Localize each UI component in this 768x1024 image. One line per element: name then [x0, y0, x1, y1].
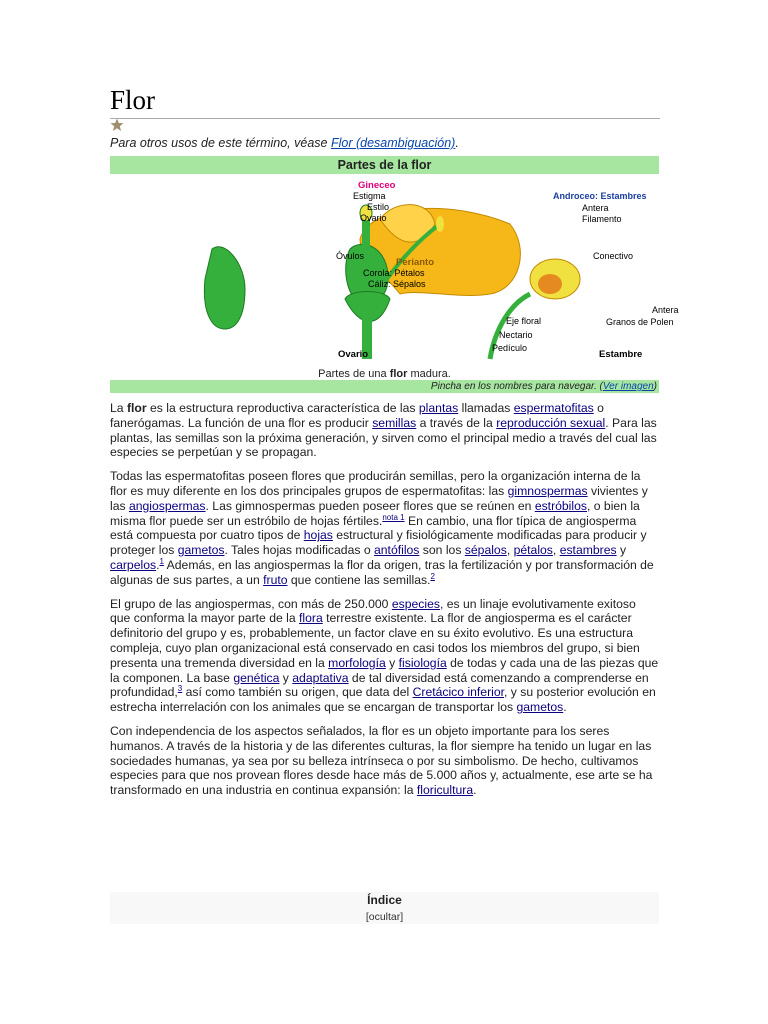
text: En cambio, una flor típica de angiosperma está compuesta por cuatro tipos de	[110, 513, 637, 543]
label-estilo[interactable]: Estilo	[367, 202, 390, 212]
text: La	[110, 401, 127, 415]
text: . Tales hojas modificadas o	[224, 543, 374, 558]
featured-star-icon	[110, 118, 124, 132]
reference-note-1[interactable]: nota 1	[382, 512, 405, 522]
text: , o bien la misma flor puede ser un estróbilo de hojas fértiles.	[110, 498, 640, 528]
paragraph-1	[110, 401, 659, 460]
label-estigma[interactable]: Estigma	[353, 191, 386, 201]
link-estrobilos[interactable]: estróbilos	[534, 498, 587, 513]
link-reproduccion-sexual[interactable]: reproducción sexual	[496, 415, 606, 430]
label-ovario[interactable]: Ovario	[360, 213, 387, 223]
text: . Para las plantas, las semillas son la próxima generación, y sirven como el principal medio a través del cual las especies se perpetúan y se propagan.	[110, 415, 657, 460]
text: ,	[552, 543, 560, 558]
text: vivientes y las	[110, 483, 648, 513]
text: ,	[506, 543, 514, 558]
link-cretacico-inferior[interactable]: Cretácico inferior	[412, 685, 505, 700]
text: a través de la	[416, 415, 497, 430]
text: estructural y fisiológicamente modificadas para producir y proteger los	[110, 528, 647, 558]
link-especies[interactable]: especies	[391, 596, 440, 611]
text: y	[279, 670, 293, 685]
hatnote-text: Para otros usos de este término, véase	[110, 136, 331, 150]
label-corola[interactable]: Corola: Pétalos	[363, 268, 425, 278]
link-gimnospermas[interactable]: gimnospermas	[507, 483, 588, 498]
label-filamento[interactable]: Filamento	[582, 214, 622, 224]
text: El grupo de las angiospermas, con más de 250.000	[110, 596, 392, 611]
label-caliz[interactable]: Cáliz: Sépalos	[368, 279, 426, 289]
ovario-detail-shape	[204, 247, 245, 329]
link-antofilos[interactable]: antófilos	[374, 543, 420, 558]
reference-2[interactable]: 2	[430, 571, 435, 581]
hatnote	[110, 136, 459, 150]
paragraph-2	[110, 469, 659, 587]
link-petalos[interactable]: pétalos	[513, 543, 553, 558]
label-granos[interactable]: Granos de Polen	[606, 317, 674, 327]
link-angiospermas[interactable]: angiospermas	[128, 498, 206, 513]
table-of-contents	[110, 892, 659, 924]
link-sepalos[interactable]: sépalos	[464, 543, 507, 558]
text: Todas las espermatofitas poseen flores que producirán semillas, pero la organización interna de la flor es muy diferente en los dos principales grupos de espermatofitas: las	[110, 469, 641, 498]
infobox-nav	[110, 380, 659, 393]
reference-3[interactable]: 3	[177, 684, 183, 694]
article	[110, 84, 679, 923]
nav-text: Pincha en los nombres para navegar. (	[430, 381, 603, 392]
label-estambre-title[interactable]: Estambre	[599, 349, 643, 360]
text: .	[473, 783, 477, 798]
link-estambres[interactable]: estambres	[559, 543, 617, 558]
toc-title: Índice	[367, 893, 402, 907]
label-androceo[interactable]: Androceo: Estambres	[553, 191, 647, 201]
label-antera[interactable]: Antera	[582, 203, 609, 213]
link-fruto[interactable]: fruto	[263, 572, 288, 587]
link-morfologia[interactable]: morfología	[328, 655, 386, 670]
text: que contiene las semillas.	[287, 572, 431, 587]
infobox-caption	[110, 368, 659, 380]
caption-bold: flor	[389, 368, 408, 380]
hatnote-suffix: .	[455, 136, 459, 150]
text: Con independencia de los aspectos señalados, la flor es un objeto importante para los seres humanos. A través de la historia y de las diferentes culturas, la flor siempre ha tenido un lugar en las sociedades humanas, ya sea por su belleza intrínseca o por su simbolismo. De hecho, cultivamos especies para que nos provean flores desde hace más de 5.000 años y, actualmente, ese arte se ha transformado en una industria en continua expansión: la	[110, 723, 653, 798]
toc-hide-toggle[interactable]: [ocultar]	[365, 911, 404, 923]
label-ovario-title[interactable]: Ovario	[338, 349, 369, 360]
link-flora[interactable]: flora	[299, 611, 323, 626]
link-fisiologia[interactable]: fisiología	[398, 655, 447, 670]
link-gametos-2[interactable]: gametos	[516, 700, 564, 715]
text: o fanerógamas. La función de una flor es producir	[110, 401, 604, 430]
reference-1[interactable]: 1	[159, 556, 164, 566]
text: y	[616, 543, 627, 558]
label-pediculo[interactable]: Pedículo	[492, 343, 528, 353]
text: es la estructura reproductiva característica de las	[146, 401, 419, 415]
view-image-link[interactable]: Ver imagen	[602, 381, 654, 392]
text: de todas y cada una de las piezas que la componen. La base	[110, 655, 659, 685]
flower-diagram[interactable]	[220, 179, 679, 360]
text: . Las gimnospermas pueden poseer flores que se reúnen en	[205, 498, 535, 513]
paragraph-3	[110, 597, 659, 715]
label-nectario[interactable]: Nectario	[499, 330, 533, 340]
label-perianto[interactable]: Perianto	[396, 257, 435, 268]
text: , y su posterior evolución en estrecha interrelación con los animales que se encargan de transportar los	[110, 685, 656, 715]
bold-term: flor	[126, 401, 147, 415]
receptacle-shape	[345, 292, 390, 322]
infobox-title: Partes de la flor	[110, 156, 659, 174]
disambiguation-link[interactable]: Flor (desambiguación)	[330, 136, 456, 150]
text: .	[563, 700, 567, 715]
text: terrestre existente. La flor de angiosperma es el carácter definitorio del grupo y es, probablemente, un factor clave en su éxito evolutivo. Es una estructura compleja, cuyo plan organizacional está conservado en casi todos los miembros del grupo, si bien presenta una tremenda diversidad en la	[110, 611, 640, 670]
text: y	[385, 655, 399, 670]
link-floricultura[interactable]: floricultura	[416, 783, 474, 798]
label-eje[interactable]: Eje floral	[506, 316, 542, 326]
nav-end: )	[653, 381, 657, 392]
link-genetica[interactable]: genética	[233, 670, 280, 685]
paragraph-4	[110, 724, 659, 798]
page-title: Flor	[110, 84, 660, 119]
text: son los	[419, 543, 465, 558]
label-gineceo[interactable]: Gineceo	[358, 180, 396, 191]
text: Además, en las angiospermas la flor da origen, tras la fertilización y por transformación de algunas de sus partes, a un	[110, 557, 654, 587]
link-gametos[interactable]: gametos	[177, 543, 225, 558]
caption-text: Partes de una	[318, 368, 390, 380]
label-antera-2[interactable]: Antera	[652, 305, 679, 315]
pollen-shape	[538, 274, 562, 294]
text: .	[156, 557, 160, 572]
link-carpelos[interactable]: carpelos	[110, 557, 157, 572]
caption-text-end: madura.	[407, 368, 451, 380]
text: , es un linaje evolutivamente exitoso que conforma la mayor parte de la	[110, 596, 636, 626]
text: de tal diversidad está comenzando a comprenderse en profundidad,	[110, 670, 649, 700]
anther-shape	[436, 216, 444, 232]
article-body	[110, 401, 659, 807]
link-hojas[interactable]: hojas	[303, 528, 333, 543]
label-conectivo[interactable]: Conectivo	[593, 251, 634, 261]
link-adaptativa[interactable]: adaptativa	[292, 670, 349, 685]
text: llamadas	[458, 401, 514, 415]
label-ovulos[interactable]: Óvulos	[336, 251, 365, 261]
link-semillas[interactable]: semillas	[372, 415, 417, 430]
text: así como también su origen, que data del	[182, 685, 413, 700]
link-espermatofitas[interactable]: espermatofitas	[513, 401, 594, 415]
link-plantas[interactable]: plantas	[418, 401, 459, 415]
